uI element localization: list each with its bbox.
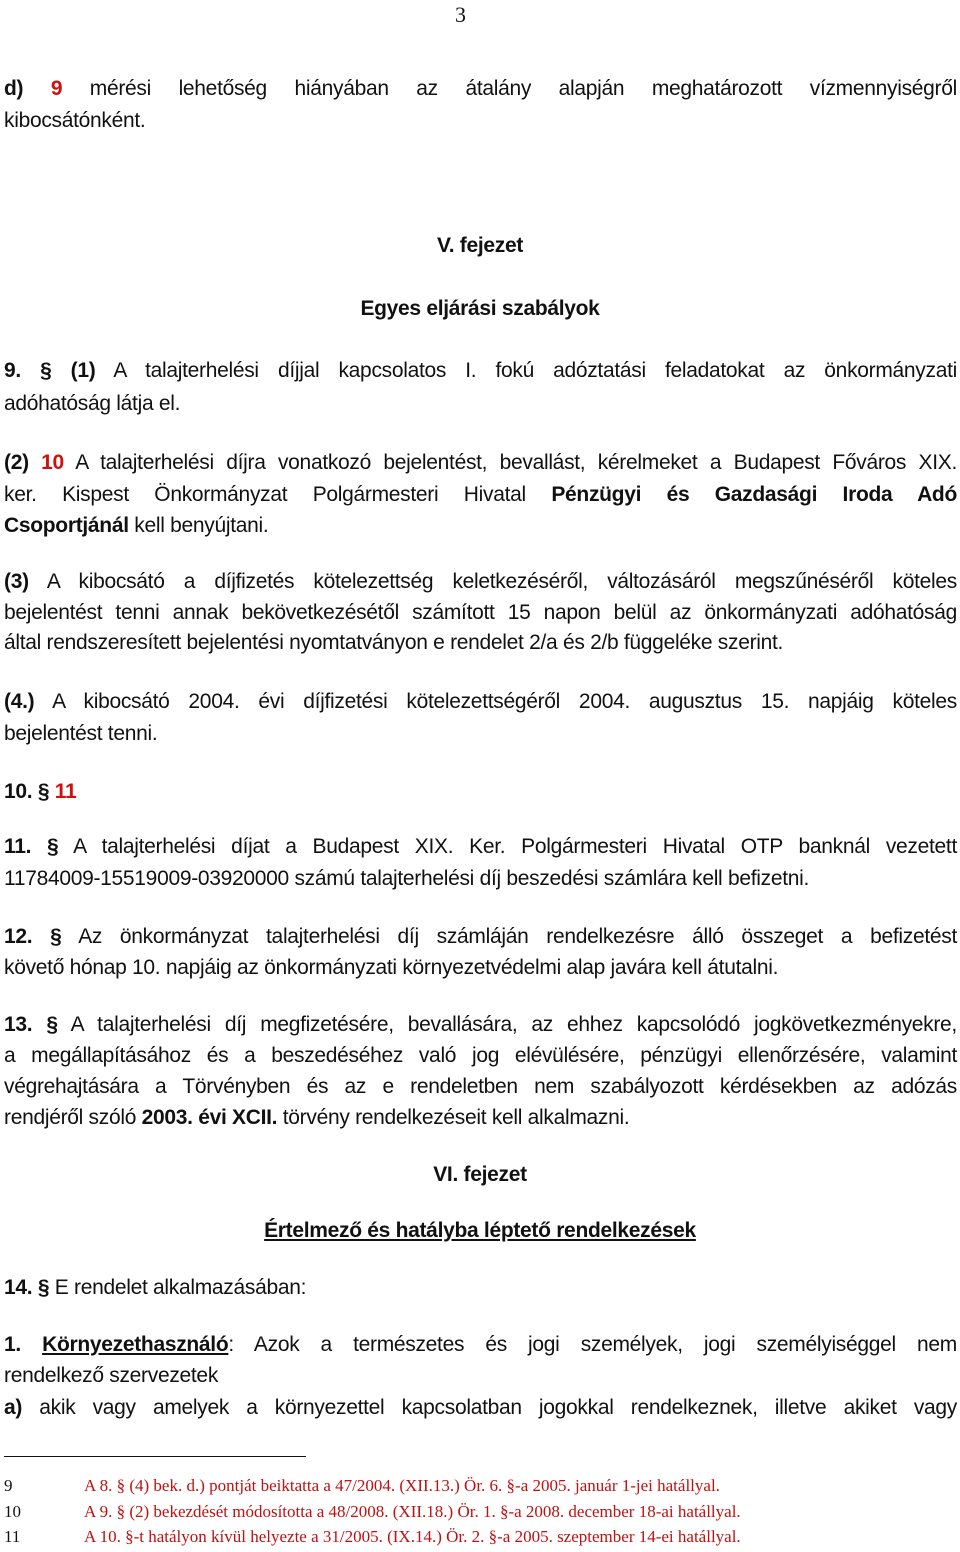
paragraph-9-1-text: A talajterhelési díjjal kapcsolatos I. fokú adóztatási feladatokat az önkormányzati	[113, 359, 957, 382]
footnote-11-text: A 10. §-t hatályon kívül helyezte a 31/2005. (IX.14.) Ör. 2. §-a 2005. szeptember 14-ei hatállyal.	[84, 1527, 741, 1546]
paragraph-11-text: A talajterhelési díjat a Budapest XIX. Ker. Polgármesteri Hivatal OTP banknál vezetett	[73, 835, 957, 858]
paragraph-9-line-1	[4, 358, 957, 384]
section-sign: §	[47, 835, 59, 858]
chapter-6-subtitle: Értelmező és hatályba léptető rendelkezések	[264, 1219, 696, 1242]
paragraph-14-number: 14.	[4, 1276, 33, 1299]
footnote-separator	[4, 1456, 306, 1457]
paragraph-9-3-text: A kibocsátó a díjfizetés kötelezettség keletkezéséről, változásáról megszűnéséről köteles	[46, 570, 957, 593]
paragraph-13-line-1	[4, 1012, 957, 1038]
definition-1-term: Környezethasználó	[42, 1333, 229, 1356]
footnote-9-text: A 8. § (4) bek. d.) pontját beiktatta a 47/2004. (XII.13.) Ör. 6. §-a 2005. január 1-jei hatállyal.	[84, 1476, 720, 1495]
footnote-11-number: 11	[4, 1527, 21, 1546]
paragraph-11-line-1	[4, 834, 957, 860]
paragraph-10-number: 10.	[4, 780, 33, 803]
section-d-line-1	[4, 76, 957, 102]
footnote-10	[4, 1502, 934, 1522]
footnote-ref-10[interactable]: 10	[41, 451, 64, 474]
paragraph-9-line-6	[4, 569, 957, 595]
paragraph-9-line-5	[4, 513, 957, 539]
subsection-3-label: (3)	[4, 570, 29, 593]
footnote-11	[4, 1527, 934, 1547]
paragraph-11-line-2: 11784009-15519009-03920000 számú talajterhelési díj beszedési számlára kell befizetni.	[4, 867, 810, 890]
subsection-4-label: (4.)	[4, 690, 35, 713]
item-a-label: a)	[4, 1396, 23, 1419]
paragraph-9-2-text: A talajterhelési díjra vonatkozó bejelentést, bevallást, kérelmeket a Budapest Főváros XIX.	[75, 451, 957, 474]
definition-1-line-1	[4, 1332, 957, 1358]
paragraph-13-text-a: rendjéről szóló	[4, 1106, 137, 1129]
paragraph-9-line-8: által rendszeresített bejelentési nyomtatványon e rendelet 2/a és 2/b függeléke szerint.	[4, 631, 784, 654]
item-a-text: akik vagy amelyek a környezettel kapcsolatban jogokkal rendelkeznek, illetve akiket vagy	[39, 1396, 957, 1419]
paragraph-9-line-7: bejelentést tenni annak bekövetkezésétől számított 15 napon belül az önkormányzati adóhatóság	[4, 601, 957, 624]
paragraph-13-line-2: a megállapításához és a beszedéséhez való jog elévülésére, pénzügyi ellenőrzésére, valamint	[4, 1044, 957, 1067]
section-d-line-2: kibocsátónként.	[4, 109, 146, 132]
paragraph-9-line-2: adóhatóság látja el.	[4, 392, 181, 415]
office-name-bold-cont: Csoportjánál	[4, 514, 129, 537]
section-sign: §	[40, 359, 52, 382]
footnote-10-text: A 9. § (2) bekezdését módosította a 48/2008. (XII.18.) Ör. 1. §-a 2008. december 18-ai hatállyal.	[84, 1502, 741, 1521]
subsection-1-label: (1)	[70, 359, 96, 382]
definition-1a-line	[4, 1395, 957, 1421]
paragraph-9-4-text: A kibocsátó 2004. évi díjfizetési kötelezettségéről 2004. augusztus 15. napjáig köteles	[52, 690, 957, 713]
section-d-label: d)	[4, 77, 24, 100]
section-sign: §	[50, 925, 62, 948]
footnote-ref-11[interactable]: 11	[54, 780, 77, 803]
footnote-9-number: 9	[4, 1476, 13, 1495]
paragraph-9-line-9	[4, 689, 957, 715]
paragraph-10	[4, 779, 957, 805]
paragraph-13-number: 13.	[4, 1013, 33, 1036]
paragraph-14-text: E rendelet alkalmazásában:	[54, 1276, 307, 1299]
paragraph-9-2-text-cont: ker. Kispest Önkormányzat Polgármesteri Hivatal	[4, 483, 526, 506]
paragraph-12-line-2: követő hónap 10. napjáig az önkormányzati környezetvédelmi alap javára kell átutalni.	[4, 956, 779, 979]
paragraph-12-text: Az önkormányzat talajterhelési díj számláján rendelkezésre álló összeget a befizetést	[78, 925, 957, 948]
definition-1-number: 1.	[4, 1333, 21, 1356]
paragraph-9-2-text-end: kell benyújtani.	[134, 514, 269, 537]
paragraph-14-line-1	[4, 1275, 957, 1301]
chapter-6-title: VI. fejezet	[433, 1163, 527, 1186]
paragraph-12-line-1	[4, 924, 957, 950]
paragraph-13-line-4	[4, 1105, 957, 1131]
section-sign: §	[46, 1013, 58, 1036]
paragraph-9-line-4	[4, 482, 957, 508]
paragraph-11-number: 11.	[4, 835, 32, 858]
definition-1-line-2: rendelkező szervezetek	[4, 1364, 219, 1387]
paragraph-13-text: A talajterhelési díj megfizetésére, bevallására, az ehhez kapcsolódó jogkövetkezményekre,	[70, 1013, 957, 1036]
chapter-5-subtitle: Egyes eljárási szabályok	[360, 297, 600, 320]
paragraph-12-number: 12.	[4, 925, 33, 948]
footnote-9	[4, 1476, 934, 1496]
definition-1-text: : Azok a természetes és jogi személyek, jogi személyiséggel nem	[228, 1333, 958, 1356]
paragraph-9-line-3	[4, 450, 957, 476]
section-sign: §	[37, 1276, 50, 1299]
footnote-ref-9[interactable]: 9	[50, 77, 63, 100]
chapter-5-title: V. fejezet	[436, 234, 524, 257]
subsection-2-label: (2)	[4, 451, 29, 474]
paragraph-9-number: 9.	[4, 359, 21, 382]
page-number: 3	[455, 2, 466, 27]
law-reference-bold: 2003. évi XCII.	[141, 1106, 278, 1129]
office-name-bold: Pénzügyi és Gazdasági Iroda Adó	[551, 483, 957, 506]
paragraph-13-line-3: végrehajtására a Törvényben és az e rendeletben nem szabályozott kérdésekben az adózás	[4, 1075, 957, 1098]
footnote-10-number: 10	[4, 1502, 21, 1521]
section-d-text: mérési lehetőség hiányában az átalány alapján meghatározott vízmennyiségről	[89, 77, 957, 100]
paragraph-13-text-b: törvény rendelkezéseit kell alkalmazni.	[282, 1106, 630, 1129]
paragraph-9-line-10: bejelentést tenni.	[4, 722, 158, 745]
section-sign: §	[37, 780, 50, 803]
